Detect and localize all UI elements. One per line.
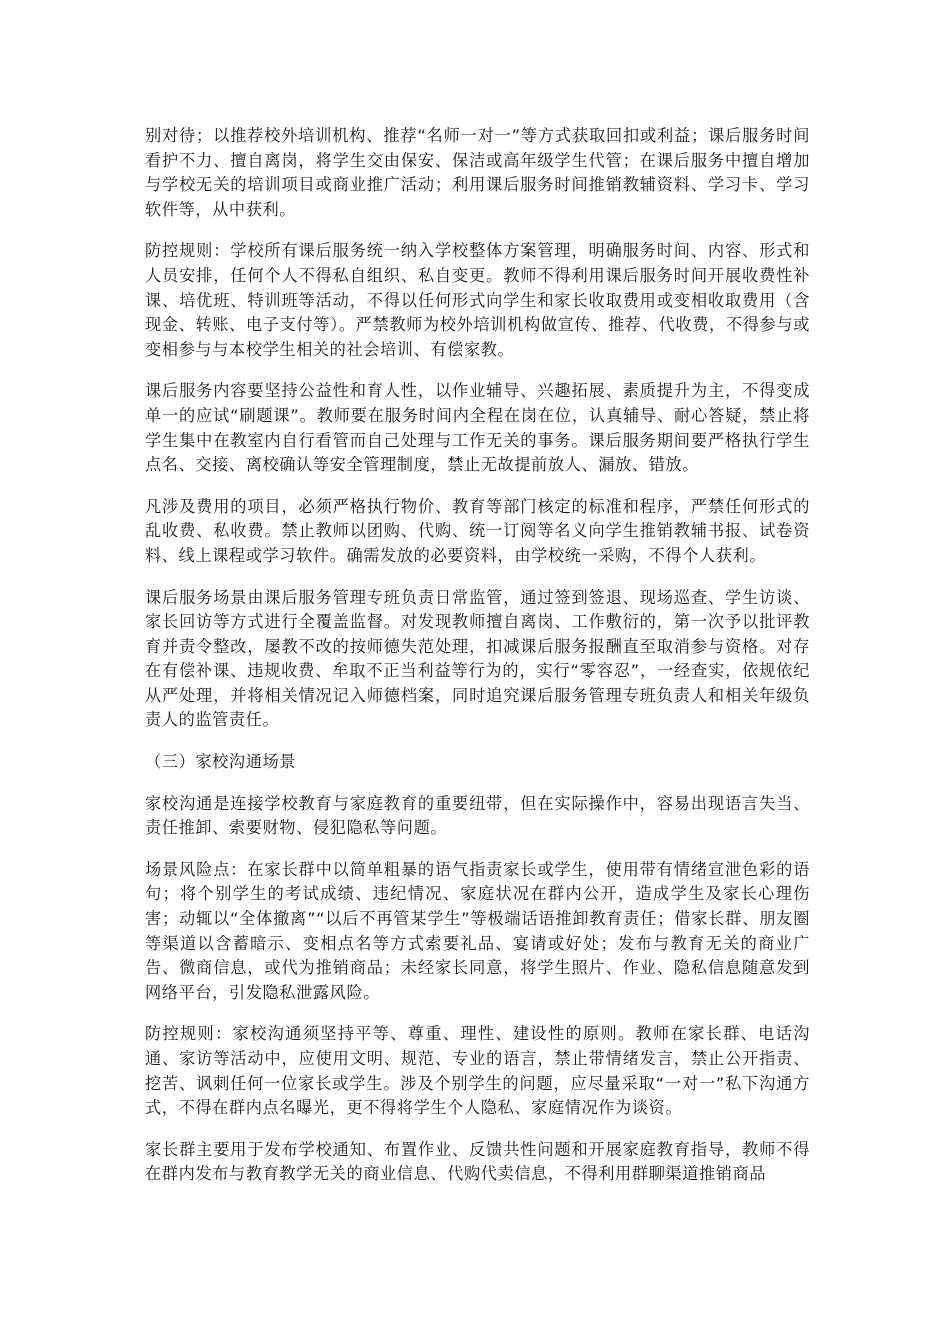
paragraph-7: 场景风险点：在家长群中以简单粗暴的语气指责家长或学生，使用带有情绪宣泄色彩的语句；将个别学生的考试成绩、违纪情况、家庭状况在群内公开，造成学生及家长心理伤害；动辄以“全体撤离”“以后不再管某学生”等极端话语推卸教育责任；借家长群、朋友圈等渠道以含蓄暗示、变相点名等方式索要礼品、宴请或好处；发布与教育无关的商业广告、微商信息，或代为推销商品；未经家长同意，将学生照片、作业、隐私信息随意发到网络平台，引发隐私泄露风险。: [145, 859, 810, 1002]
document-page: [145, 124, 810, 1204]
paragraph-8: 防控规则：家校沟通须坚持平等、尊重、理性、建设性的原则。教师在家长群、电话沟通、家访等活动中，应使用文明、规范、专业的语言，禁止带情绪发言，禁止公开指责、挖苦、讽刺任何一位家长或学生。涉及个别学生的问题，应尽量采取“一对一”私下沟通方式，不得在群内点名曝光，更不得将学生个人隐私、家庭情况作为谈资。: [145, 1024, 810, 1118]
paragraph-2: 防控规则：学校所有课后服务统一纳入学校整体方案管理，明确服务时间、内容、形式和人员安排，任何个人不得私自组织、私自变更。教师不得利用课后服务时间开展收费性补课、培优班、特训班等活动，不得以任何形式向学生和家长收取费用或变相收取费用（含现金、转账、电子支付等）。严禁教师为校外培训机构做宣传、推荐、代收费，不得参与或变相参与与本校学生相关的社会培训、有偿家教。: [145, 241, 810, 359]
paragraph-5: 课后服务场景由课后服务管理专班负责日常监管，通过签到签退、现场巡查、学生访谈、家长回访等方式进行全覆盖监督。对发现教师擅自离岗、工作敷衍的，第一次予以批评教育并责令整改，屡教不改的按师德失范处理，扣减课后服务报酬直至取消参与资格。对存在有偿补课、违规收费、牟取不正当利益等行为的，实行“零容忍”，一经查实，依规依纪从严处理，并将相关情况记入师德档案，同时追究课后服务管理专班负责人和相关年级负责人的监管责任。: [145, 587, 810, 730]
section-heading: （三）家校沟通场景: [145, 752, 297, 772]
paragraph-1: 别对待；以推荐校外培训机构、推荐“名师一对一”等方式获取回扣或利益；课后服务时间看护不力、擅自离岗，将学生交由保安、保洁或高年级学生代管；在课后服务中擅自增加与学校无关的培训项目或商业推广活动；利用课后服务时间推销教辅资料、学习卡、学习软件等，从中获利。: [145, 126, 810, 219]
paragraph-6: 家校沟通是连接学校教育与家庭教育的重要纽带，但在实际操作中，容易出现语言失当、责任推卸、索要财物、侵犯隐私等问题。: [145, 793, 810, 838]
paragraph-9: 家长群主要用于发布学校通知、布置作业、反馈共性问题和开展家庭教育指导，教师不得在群内发布与教育教学无关的商业信息、代购代卖信息，不得利用群聊渠道推销商品: [145, 1139, 810, 1184]
paragraph-3: 课后服务内容要坚持公益性和育人性，以作业辅导、兴趣拓展、素质提升为主，不得变成单一的应试“刷题课”。教师要在服务时间内全程在岗在位，认真辅导、耐心答疑，禁止将学生集中在教室内自行看管而自己处理与工作无关的事务。课后服务期间要严格执行学生点名、交接、离校确认等安全管理制度，禁止无故提前放人、漏放、错放。: [145, 381, 810, 475]
paragraph-4: 凡涉及费用的项目，必须严格执行物价、教育等部门核定的标准和程序，严禁任何形式的乱收费、私收费。禁止教师以团购、代购、统一订阅等名义向学生推销教辅书报、试卷资料、线上课程或学习软件。确需发放的必要资料，由学校统一采购，不得个人获利。: [145, 496, 810, 565]
